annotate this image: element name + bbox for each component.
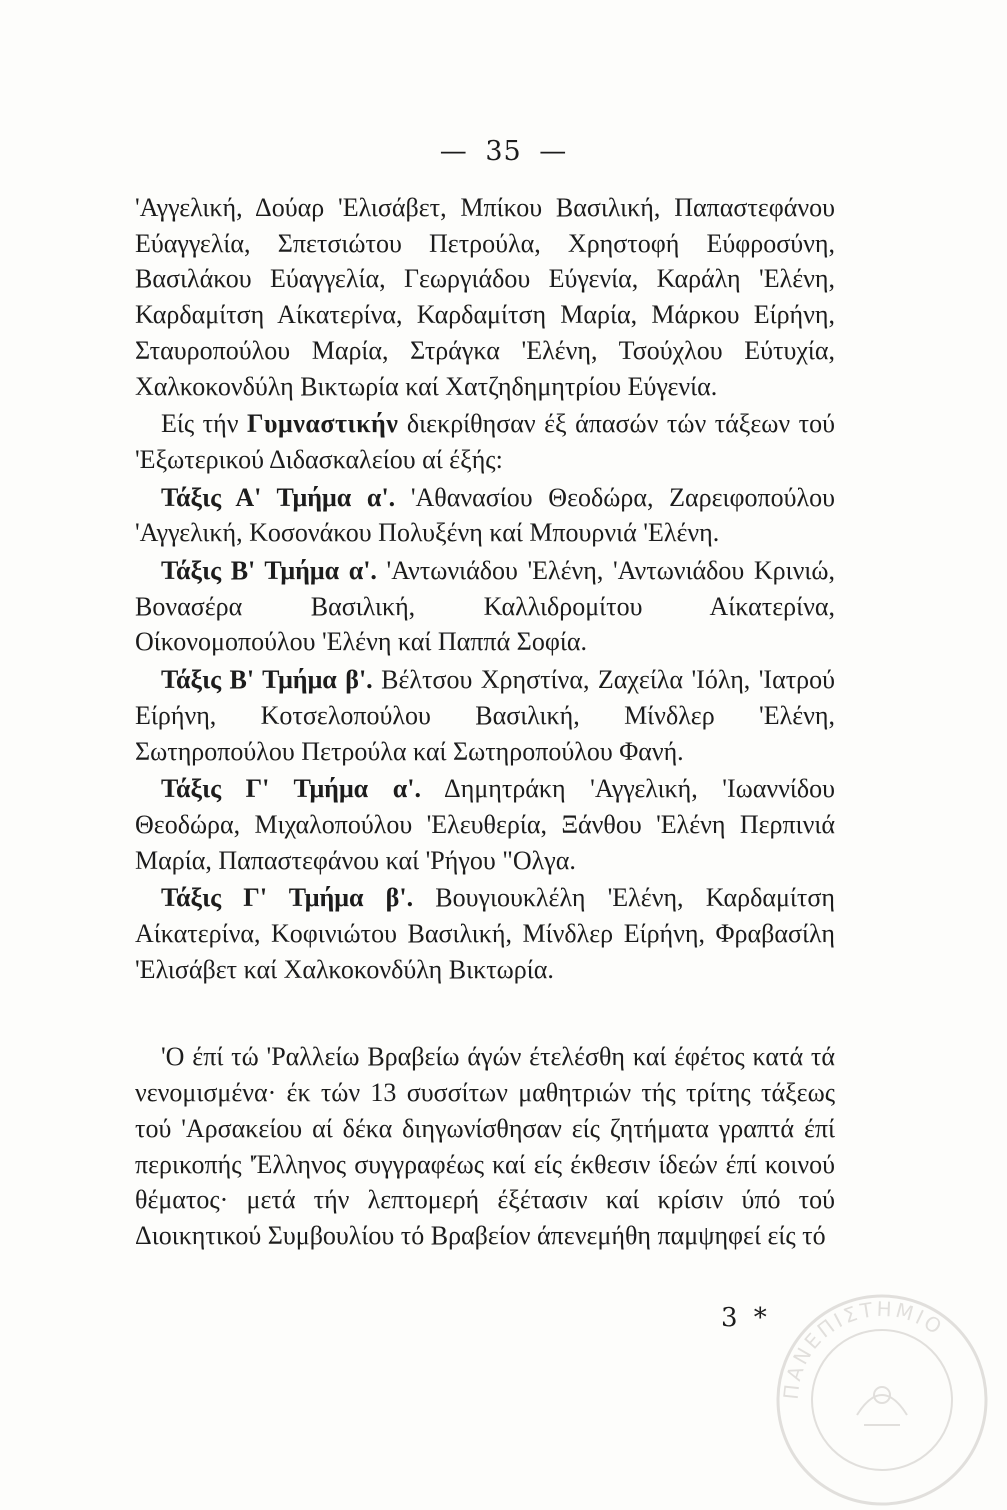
paragraph-class-b-section-b: [135, 662, 835, 769]
paragraph-run: 'Αγγελική, Δούαρ 'Ελισάβετ, Μπίκου Βασιλική, Παπαστεφάνου Εύαγγελία, Σπετσιώτου Πετρούλα, Χρηστοφή Εύφροσύνη, Βασιλάκου Εύαγγελία, Γεωργιάδου Εύγενία, Καράλη 'Ελένη, Καρδαμίτση Αίκατερίνα, Καρδαμίτση Μαρία, Μάρκου Είρήνη, Σταυροπούλου Μαρία, Στράγκα 'Ελένη, Τσούχλου Εύτυχία, Χαλκοκονδύλη Βικτωρία καί Χατζηδημητρίου Εύγενία.: [135, 193, 835, 401]
signature-mark: 3 *: [721, 1303, 771, 1333]
paragraph-run: 'Αθανασίου Θεοδώρα, Ζαρειφοπούλου 'Αγγελική, Κοσονάκου Πολυξένη καί Μπουρνιά 'Ελένη.: [135, 482, 835, 548]
section-heading: Τάξις Α' Τμήμα α'.: [161, 482, 396, 512]
paragraph-class-b-section-a: [135, 553, 835, 660]
paragraph-class-a-section-a: [135, 480, 835, 551]
stamp-label: ΠΑΝΕΠΙΣΤΗΜΙΟ: [778, 1296, 949, 1401]
paragraph-ralleion-prize: [135, 1039, 835, 1253]
section-heading: Τάξις Γ' Τμήμα α'.: [161, 774, 421, 804]
paragraph-class-c-section-a: [135, 771, 835, 878]
paragraph-run: Είς τήν: [161, 409, 247, 439]
paragraph-names-list: [135, 190, 835, 404]
paragraph-gap: [135, 987, 835, 1039]
svg-text:ΠΑΝΕΠΙΣΤΗΜΙΟ: [779, 1297, 949, 1401]
paragraph-class-c-section-b: [135, 880, 835, 987]
section-heading: Τάξις Γ' Τμήμα β'.: [161, 883, 414, 913]
paragraph-run: Βουγιουκλέλη 'Ελένη, Καρδαμίτση Αίκατερίνα, Κοφινιώτου Βασιλική, Μίνδλερ Είρήνη, Φραβασίλη 'Ελισάβετ καί Χαλκοκονδύλη Βικτωρία.: [135, 883, 835, 984]
body-text: [135, 190, 835, 1254]
paragraph-run: 'Ο έπί τώ 'Ραλλείω Βραβείω άγών έτελέσθη καί έφέτος κατά τά νενομισμένα· έκ τών 13 συσσίτων μαθητριών τής τρίτης τάξεως τού 'Αρσακείου αί δέκα διηγωνίσθησαν είς ζητήματα γραπτά έπί περικοπής 'Έλληνος συγγραφέως καί είς έκθεσιν ίδεών έπί κοινού θέματος· μετά τήν λεπτομερή έξέτασιν καί κρίσιν ύπό τού Διοικητικού Συμβουλίου τό Βραβείον άπενεμήθη παμψηφεί είς τό: [135, 1042, 835, 1250]
paragraph-run: Βέλτσου Χρηστίνα, Ζαχείλα 'Ιόλη, 'Ιατρού Είρήνη, Κοτσελοπούλου Βασιλική, Μίνδλερ 'Ελένη, Σωτηροπούλου Πετρούλα καί Σωτηροπούλου Φανή.: [135, 665, 835, 766]
page-number: — 35 —: [439, 136, 568, 167]
gymnastics-term: Γυμναστικήν: [247, 409, 399, 439]
section-heading: Τάξις Β' Τμήμα β'.: [161, 665, 373, 695]
paragraph-run: Δημητράκη 'Αγγελική, 'Ιωαννίδου Θεοδώρα, Μιχαλοπούλου 'Ελευθερία, Ξάνθου 'Ελένη Περπινιά Μαρία, Παπαστεφάνου καί 'Ρήγου "Ολγα.: [135, 774, 835, 875]
paragraph-run: 'Αντωνιάδου 'Ελένη, 'Αντωνιάδου Κρινιώ, Βονασέρα Βασιλική, Καλλιδρομίτου Αίκατερίνα, Οίκονομοπούλου 'Ελένη καί Παππά Σοφία.: [135, 556, 835, 657]
section-heading: Τάξις Β' Τμήμα α'.: [161, 556, 377, 586]
paragraph-run: διεκρίθησαν έξ άπασών τών τάξεων τού 'Εξωτερικού Διδασκαλείου αί έξής:: [135, 409, 835, 474]
library-stamp-icon: [772, 1290, 992, 1510]
paragraph-gymnastics-intro: [135, 406, 835, 477]
